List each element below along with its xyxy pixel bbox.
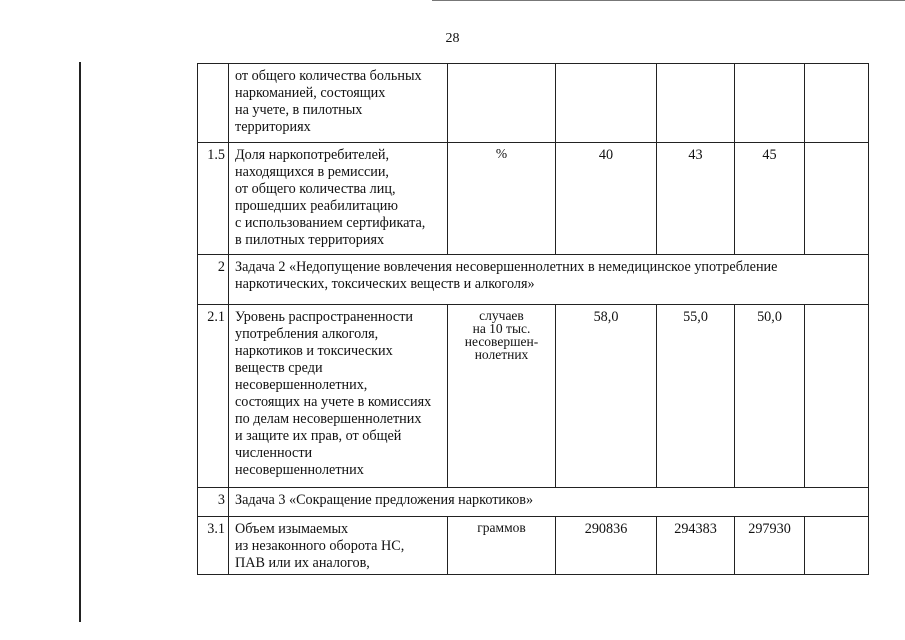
task-row (198, 488, 869, 517)
table-row (198, 143, 869, 255)
row-number: 3 (198, 488, 229, 517)
value-cell: 58,0 (556, 305, 657, 488)
unit-cell (448, 64, 556, 143)
value-cell: 294383 (657, 517, 735, 575)
row-number: 2 (198, 255, 229, 305)
value-cell (657, 64, 735, 143)
value-cell (556, 64, 657, 143)
table-row (198, 517, 869, 575)
unit-cell: граммов (448, 517, 556, 575)
indicator-name: Доля наркопотребителей, находящихся в ремиссии, от общего количества лиц, прошедших реабилитацию с использованием сертификата, в пилотных территориях (229, 143, 448, 255)
value-cell: 43 (657, 143, 735, 255)
unit-cell: случаев на 10 тыс. несовершен- нолетних (448, 305, 556, 488)
row-number (198, 64, 229, 143)
value-cell: 45 (735, 143, 805, 255)
value-cell (805, 517, 869, 575)
row-number: 1.5 (198, 143, 229, 255)
value-cell (805, 143, 869, 255)
task-title: Задача 2 «Недопущение вовлечения несовершеннолетних в немедицинское употребление наркотических, токсических веществ и алкоголя» (229, 255, 869, 305)
value-cell (735, 64, 805, 143)
row-number: 3.1 (198, 517, 229, 575)
indicators-table (197, 63, 869, 575)
indicator-name: Уровень распространенности употребления алкоголя, наркотиков и токсических веществ среди несовершеннолетних, состоящих на учете в комиссиях по делам несовершеннолетних и защите их прав, от общей численности несовершеннолетних (229, 305, 448, 488)
indicator-name: от общего количества больных наркоманией, состоящих на учете, в пилотных территориях (229, 64, 448, 143)
value-cell: 55,0 (657, 305, 735, 488)
value-cell (805, 305, 869, 488)
task-title: Задача 3 «Сокращение предложения наркотиков» (229, 488, 869, 517)
value-cell: 290836 (556, 517, 657, 575)
table-row (198, 305, 869, 488)
scan-edge-top (432, 0, 905, 1)
value-cell: 40 (556, 143, 657, 255)
scan-edge-left (79, 62, 81, 622)
row-number: 2.1 (198, 305, 229, 488)
value-cell: 50,0 (735, 305, 805, 488)
value-cell (805, 64, 869, 143)
indicator-name: Объем изымаемых из незаконного оборота НС, ПАВ или их аналогов, (229, 517, 448, 575)
value-cell: 297930 (735, 517, 805, 575)
task-row (198, 255, 869, 305)
table-row (198, 64, 869, 143)
page-number: 28 (445, 31, 460, 46)
unit-cell: % (448, 143, 556, 255)
